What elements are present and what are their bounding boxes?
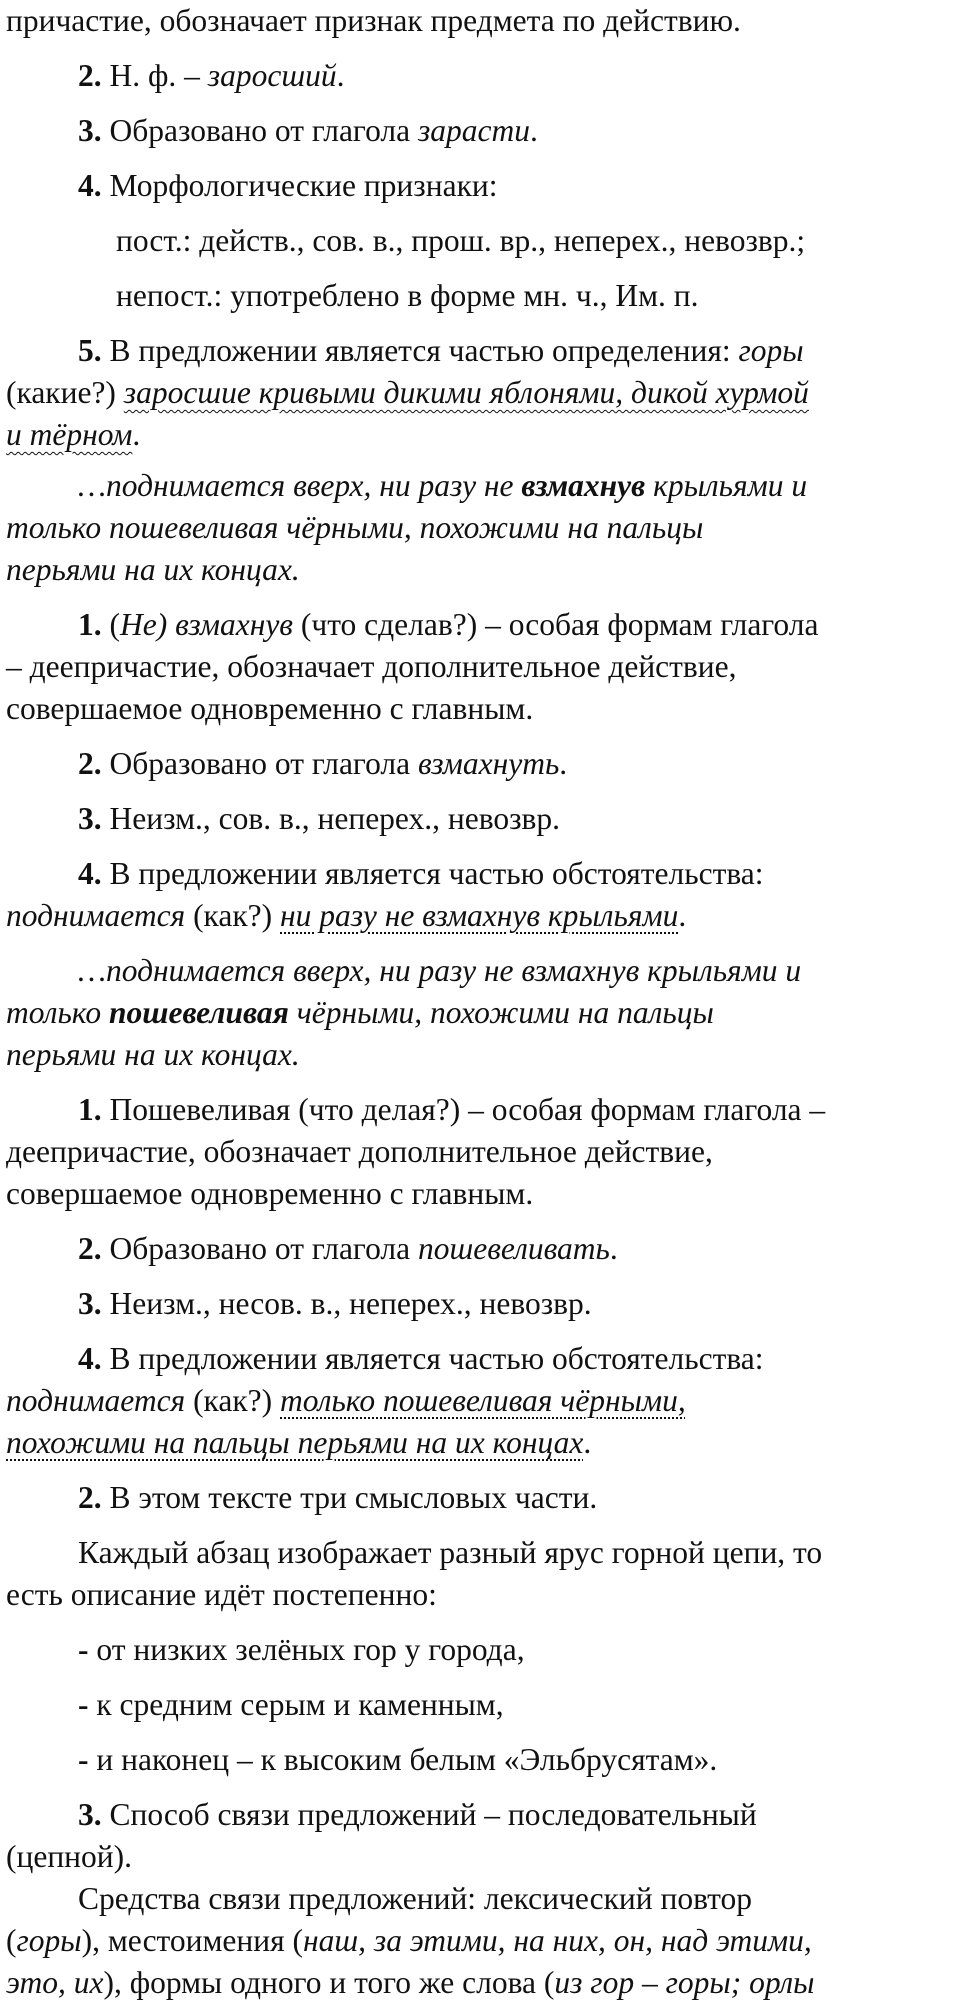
text-segment: Неизм., сов. в., неперех., невозвр. bbox=[101, 801, 561, 836]
text-segment: ), формы одного и того же слова ( bbox=[103, 1965, 555, 2000]
text-segment: совершаемое одновременно с главным. bbox=[6, 691, 534, 726]
text-segment: Способ связи предложений – последовательный bbox=[101, 1797, 757, 1832]
text-segment: только bbox=[6, 995, 109, 1030]
text-segment: В предложении является частью определения: bbox=[101, 333, 739, 368]
text-segment: непост.: употреблено в форме мн. ч., Им. п. bbox=[116, 278, 699, 313]
text-segment: Морфологические признаки: bbox=[101, 168, 498, 203]
text-segment: ), местоимения ( bbox=[81, 1923, 303, 1958]
text-line bbox=[78, 1532, 822, 1574]
text-line bbox=[116, 275, 699, 317]
text-line bbox=[78, 743, 567, 785]
text-line bbox=[6, 1173, 533, 1215]
text-line bbox=[78, 1629, 525, 1671]
text-segment: 5. bbox=[78, 333, 102, 368]
text-line bbox=[6, 1920, 812, 1962]
text-segment: и тёрном bbox=[6, 417, 133, 452]
text-segment: горы bbox=[16, 1923, 82, 1958]
text-line bbox=[78, 1477, 597, 1519]
text-line bbox=[78, 1228, 618, 1270]
text-line bbox=[6, 372, 809, 414]
text-line bbox=[78, 1283, 592, 1325]
text-segment: Образовано от глагола bbox=[101, 113, 418, 148]
text-segment: (какие?) bbox=[6, 375, 124, 410]
text-segment: 4. bbox=[78, 168, 102, 203]
text-segment: . bbox=[559, 746, 568, 781]
text-segment: это, их bbox=[6, 1965, 104, 2000]
text-line bbox=[78, 853, 764, 895]
text-line bbox=[6, 992, 714, 1034]
text-segment: Не) взмахнув bbox=[120, 607, 293, 642]
text-segment: только пошевеливая чёрными, похожими на пальцы bbox=[6, 510, 704, 545]
text-line bbox=[6, 414, 140, 456]
text-segment: Неизм., несов. в., неперех., невозвр. bbox=[101, 1286, 592, 1321]
text-segment: ни разу не взмахнув крыльями bbox=[280, 898, 679, 933]
text-segment: крыльями и bbox=[645, 468, 808, 503]
text-segment: Средства связи предложений: лексический повтор bbox=[78, 1881, 753, 1916]
text-line bbox=[78, 798, 560, 840]
text-segment: Пошевеливая (что делая?) – особая формам глагола – bbox=[101, 1092, 826, 1127]
text-segment: 4. bbox=[78, 1341, 102, 1376]
text-segment: пошевеливать bbox=[417, 1231, 610, 1266]
text-segment: от низких зелёных гор у города, bbox=[88, 1632, 525, 1667]
text-line bbox=[6, 1962, 814, 2004]
text-segment: 2. bbox=[78, 58, 102, 93]
text-segment: только пошевеливая чёрными, bbox=[280, 1383, 686, 1418]
text-segment: Н. ф. – bbox=[101, 58, 208, 93]
text-segment: Каждый абзац изображает разный ярус горной цепи, то bbox=[78, 1535, 823, 1570]
text-segment: заросший bbox=[207, 58, 337, 93]
text-line bbox=[78, 1878, 752, 1920]
text-line bbox=[6, 895, 686, 937]
text-segment: 3. bbox=[78, 1286, 102, 1321]
text-segment: 3. bbox=[78, 1797, 102, 1832]
text-line bbox=[6, 1380, 686, 1422]
text-line bbox=[6, 1836, 132, 1878]
text-segment: - bbox=[78, 1742, 89, 1777]
text-line bbox=[78, 1794, 757, 1836]
text-segment: поднимается bbox=[6, 898, 186, 933]
text-segment: …поднимается вверх, ни разу не взмахнув крыльями и bbox=[78, 953, 802, 988]
text-segment: - bbox=[78, 1632, 89, 1667]
text-segment: перьями на их концах. bbox=[6, 1037, 300, 1072]
text-segment: (как?) bbox=[185, 898, 281, 933]
text-segment: . bbox=[583, 1425, 592, 1460]
text-segment: 3. bbox=[78, 801, 102, 836]
text-line bbox=[78, 1739, 717, 1781]
text-segment: пост.: действ., сов. в., прош. вр., неперех., невозвр.; bbox=[116, 223, 806, 258]
text-line bbox=[78, 165, 497, 207]
text-line bbox=[6, 0, 741, 42]
text-line bbox=[6, 549, 300, 591]
text-segment: 4. bbox=[78, 856, 102, 891]
text-segment: пошевеливая bbox=[108, 995, 289, 1030]
text-segment: причастие, обозначает признак предмета по действию. bbox=[6, 3, 741, 38]
text-line bbox=[78, 604, 818, 646]
text-segment: перьями на их концах. bbox=[6, 552, 300, 587]
text-segment: (цепной). bbox=[6, 1839, 133, 1874]
text-line bbox=[78, 465, 807, 507]
text-segment: - bbox=[78, 1687, 89, 1722]
text-segment: поднимается bbox=[6, 1383, 186, 1418]
text-segment: совершаемое одновременно с главным. bbox=[6, 1176, 534, 1211]
text-segment: Образовано от глагола bbox=[101, 1231, 418, 1266]
text-line bbox=[6, 507, 703, 549]
text-segment: ( bbox=[101, 607, 120, 642]
text-segment: (как?) bbox=[185, 1383, 281, 1418]
text-segment: – деепричастие, обозначает дополнительное действие, bbox=[6, 649, 737, 684]
text-segment: В этом тексте три смысловых части. bbox=[101, 1480, 598, 1515]
text-segment: чёрными, похожими на пальцы bbox=[288, 995, 714, 1030]
text-line bbox=[6, 646, 737, 688]
text-line bbox=[116, 220, 805, 262]
text-segment: похожими на пальцы перьями на их концах bbox=[6, 1425, 584, 1460]
text-segment: горы bbox=[738, 333, 804, 368]
text-segment: 1. bbox=[78, 1092, 102, 1127]
text-line bbox=[78, 1338, 764, 1380]
text-line bbox=[78, 950, 801, 992]
text-line bbox=[6, 688, 533, 730]
text-segment: . bbox=[609, 1231, 618, 1266]
text-segment: 3. bbox=[78, 113, 102, 148]
text-line bbox=[6, 1422, 591, 1464]
text-segment: …поднимается вверх, ни разу не bbox=[78, 468, 522, 503]
text-segment: деепричастие, обозначает дополнительное действие, bbox=[6, 1134, 713, 1169]
text-segment: (что сделав?) – особая формам глагола bbox=[292, 607, 819, 642]
text-segment: ( bbox=[6, 1923, 17, 1958]
text-segment: 2. bbox=[78, 746, 102, 781]
text-line bbox=[78, 1684, 504, 1726]
text-line bbox=[6, 1131, 713, 1173]
text-line bbox=[6, 1034, 300, 1076]
text-segment: взмахнуть bbox=[417, 746, 560, 781]
text-segment: . bbox=[336, 58, 345, 93]
text-segment: наш, за этими, на них, он, над этими, bbox=[303, 1923, 812, 1958]
text-segment: Образовано от глагола bbox=[101, 746, 418, 781]
text-segment: В предложении является частью обстоятельства: bbox=[101, 1341, 764, 1376]
text-line bbox=[78, 330, 804, 372]
text-segment: заросшие кривыми дикими яблонями, дикой хурмой bbox=[123, 375, 809, 410]
text-segment: есть описание идёт постепенно: bbox=[6, 1577, 437, 1612]
text-segment: из гор – горы; орлы bbox=[554, 1965, 815, 2000]
text-segment: 2. bbox=[78, 1480, 102, 1515]
text-segment: . bbox=[530, 113, 538, 148]
text-segment: к средним серым и каменным, bbox=[88, 1687, 504, 1722]
text-line bbox=[78, 1089, 825, 1131]
text-line bbox=[78, 110, 538, 152]
text-segment: В предложении является частью обстоятельства: bbox=[101, 856, 764, 891]
text-segment: . bbox=[678, 898, 687, 933]
text-segment: 2. bbox=[78, 1231, 102, 1266]
text-segment: 1. bbox=[78, 607, 102, 642]
text-segment: . bbox=[132, 417, 141, 452]
text-segment: и наконец – к высоким белым «Эльбрусятам». bbox=[88, 1742, 718, 1777]
text-line bbox=[78, 55, 344, 97]
text-segment: взмахнув bbox=[521, 468, 646, 503]
text-segment: зарасти bbox=[417, 113, 531, 148]
text-line bbox=[6, 1574, 437, 1616]
